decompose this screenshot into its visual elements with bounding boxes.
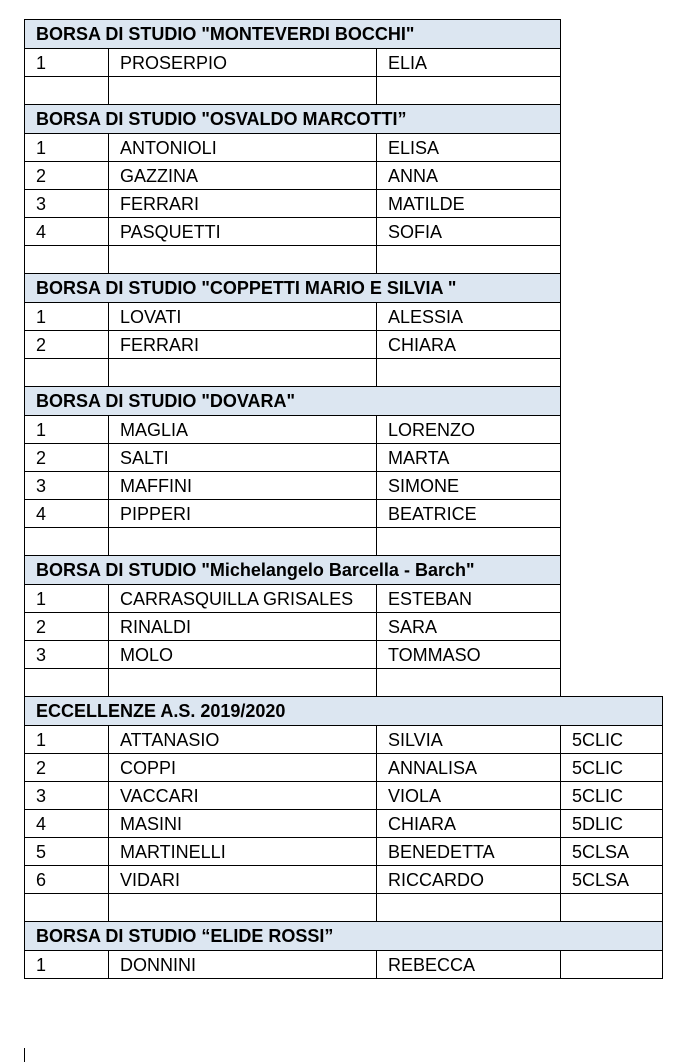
table-row: [25, 218, 663, 246]
firstname-cell[interactable]: BEATRICE: [377, 500, 561, 528]
firstname-cell[interactable]: SIMONE: [377, 472, 561, 500]
empty-cell[interactable]: [109, 528, 377, 556]
table-row: [25, 838, 663, 866]
rank-cell[interactable]: 1: [25, 303, 109, 331]
table-row: [25, 754, 663, 782]
rank-cell[interactable]: 4: [25, 500, 109, 528]
empty-cell: [561, 528, 663, 556]
surname-cell[interactable]: ANTONIOLI: [109, 134, 377, 162]
firstname-cell[interactable]: VIOLA: [377, 782, 561, 810]
empty-cell[interactable]: [25, 359, 109, 387]
firstname-cell[interactable]: SARA: [377, 613, 561, 641]
class-cell[interactable]: 5DLIC: [561, 810, 663, 838]
table-row: [25, 416, 663, 444]
empty-cell[interactable]: [561, 894, 663, 922]
rank-cell[interactable]: 1: [25, 951, 109, 979]
empty-cell: [561, 331, 663, 359]
empty-cell[interactable]: [377, 669, 561, 697]
surname-cell[interactable]: VIDARI: [109, 866, 377, 894]
empty-cell: [561, 387, 663, 416]
empty-cell[interactable]: [377, 246, 561, 274]
firstname-cell[interactable]: ALESSIA: [377, 303, 561, 331]
rank-cell[interactable]: 1: [25, 585, 109, 613]
firstname-cell[interactable]: CHIARA: [377, 331, 561, 359]
firstname-cell[interactable]: SOFIA: [377, 218, 561, 246]
surname-cell[interactable]: MARTINELLI: [109, 838, 377, 866]
empty-cell[interactable]: [109, 894, 377, 922]
empty-cell[interactable]: [25, 669, 109, 697]
surname-cell[interactable]: MASINI: [109, 810, 377, 838]
class-cell[interactable]: 5CLIC: [561, 754, 663, 782]
surname-cell[interactable]: DONNINI: [109, 951, 377, 979]
scholarship-table: [24, 19, 663, 979]
class-cell[interactable]: 5CLIC: [561, 782, 663, 810]
empty-cell: [561, 190, 663, 218]
empty-cell[interactable]: [25, 246, 109, 274]
empty-cell: [561, 218, 663, 246]
rank-cell[interactable]: 3: [25, 472, 109, 500]
empty-cell[interactable]: [109, 359, 377, 387]
empty-cell[interactable]: [377, 894, 561, 922]
section-header: [25, 274, 663, 303]
firstname-cell[interactable]: REBECCA: [377, 951, 561, 979]
section-title[interactable]: BORSA DI STUDIO "MONTEVERDI BOCCHI": [25, 20, 561, 49]
blank-row: [25, 894, 663, 922]
blank-row: [25, 528, 663, 556]
class-cell[interactable]: 5CLIC: [561, 726, 663, 754]
firstname-cell[interactable]: SILVIA: [377, 726, 561, 754]
section-title[interactable]: BORSA DI STUDIO "OSVALDO MARCOTTI”: [25, 105, 561, 134]
section-title[interactable]: BORSA DI STUDIO "DOVARA": [25, 387, 561, 416]
rank-cell[interactable]: 1: [25, 49, 109, 77]
rank-cell[interactable]: 1: [25, 134, 109, 162]
section-title[interactable]: BORSA DI STUDIO “ELIDE ROSSI”: [25, 922, 663, 951]
firstname-cell[interactable]: ELISA: [377, 134, 561, 162]
blank-row: [25, 77, 663, 105]
surname-cell[interactable]: CARRASQUILLA GRISALES: [109, 585, 377, 613]
surname-cell[interactable]: RINALDI: [109, 613, 377, 641]
firstname-cell[interactable]: RICCARDO: [377, 866, 561, 894]
rank-cell[interactable]: 6: [25, 866, 109, 894]
table-row: [25, 810, 663, 838]
empty-cell: [561, 585, 663, 613]
section-header: [25, 556, 663, 585]
section-title[interactable]: BORSA DI STUDIO "COPPETTI MARIO E SILVIA ": [25, 274, 561, 303]
rank-cell[interactable]: 5: [25, 838, 109, 866]
surname-cell[interactable]: FERRARI: [109, 190, 377, 218]
empty-cell: [561, 20, 663, 49]
blank-row: [25, 359, 663, 387]
section-header: [25, 697, 663, 726]
table-row: [25, 162, 663, 190]
table-row: [25, 303, 663, 331]
empty-cell: [561, 641, 663, 669]
rank-cell[interactable]: 4: [25, 218, 109, 246]
surname-cell[interactable]: ATTANASIO: [109, 726, 377, 754]
firstname-cell[interactable]: LORENZO: [377, 416, 561, 444]
rank-cell[interactable]: 2: [25, 613, 109, 641]
surname-cell[interactable]: SALTI: [109, 444, 377, 472]
empty-cell: [561, 500, 663, 528]
surname-cell[interactable]: VACCARI: [109, 782, 377, 810]
empty-cell[interactable]: [25, 77, 109, 105]
rank-cell[interactable]: 2: [25, 754, 109, 782]
firstname-cell[interactable]: TOMMASO: [377, 641, 561, 669]
rank-cell[interactable]: 2: [25, 162, 109, 190]
table-row: [25, 472, 663, 500]
table-row: [25, 641, 663, 669]
table-row: [25, 134, 663, 162]
empty-cell: [561, 556, 663, 585]
empty-cell[interactable]: [109, 669, 377, 697]
empty-cell: [561, 472, 663, 500]
empty-cell[interactable]: [377, 359, 561, 387]
empty-cell[interactable]: [109, 77, 377, 105]
table-row: [25, 500, 663, 528]
surname-cell[interactable]: PASQUETTI: [109, 218, 377, 246]
class-cell[interactable]: 5CLSA: [561, 838, 663, 866]
surname-cell[interactable]: FERRARI: [109, 331, 377, 359]
table-row: [25, 585, 663, 613]
empty-cell[interactable]: [109, 246, 377, 274]
surname-cell[interactable]: MOLO: [109, 641, 377, 669]
empty-cell: [561, 77, 663, 105]
empty-cell: [561, 134, 663, 162]
rank-cell[interactable]: 3: [25, 190, 109, 218]
empty-cell[interactable]: [377, 77, 561, 105]
rank-cell[interactable]: 4: [25, 810, 109, 838]
surname-cell[interactable]: PIPPERI: [109, 500, 377, 528]
table-row: [25, 866, 663, 894]
scholarship-sheet: [24, 19, 662, 979]
empty-cell[interactable]: [25, 528, 109, 556]
table-row: [25, 444, 663, 472]
empty-cell: [561, 246, 663, 274]
table-row: [25, 726, 663, 754]
surname-cell[interactable]: MAGLIA: [109, 416, 377, 444]
empty-cell: [561, 669, 663, 697]
blank-row: [25, 669, 663, 697]
class-cell[interactable]: [561, 951, 663, 979]
table-row: [25, 331, 663, 359]
surname-cell[interactable]: MAFFINI: [109, 472, 377, 500]
firstname-cell[interactable]: ANNALISA: [377, 754, 561, 782]
empty-cell[interactable]: [25, 894, 109, 922]
empty-cell[interactable]: [377, 528, 561, 556]
empty-cell: [561, 49, 663, 77]
empty-cell: [561, 359, 663, 387]
class-cell[interactable]: 5CLSA: [561, 866, 663, 894]
blank-row: [25, 246, 663, 274]
rank-cell[interactable]: 3: [25, 641, 109, 669]
section-header: [25, 387, 663, 416]
section-header: [25, 105, 663, 134]
rank-cell[interactable]: 1: [25, 726, 109, 754]
surname-cell[interactable]: PROSERPIO: [109, 49, 377, 77]
empty-cell: [561, 613, 663, 641]
firstname-cell[interactable]: ANNA: [377, 162, 561, 190]
rank-cell[interactable]: 3: [25, 782, 109, 810]
empty-cell: [561, 105, 663, 134]
table-row: [25, 613, 663, 641]
empty-cell: [561, 303, 663, 331]
firstname-cell[interactable]: ESTEBAN: [377, 585, 561, 613]
section-title[interactable]: ECCELLENZE A.S. 2019/2020: [25, 697, 663, 726]
empty-cell: [561, 416, 663, 444]
surname-cell[interactable]: COPPI: [109, 754, 377, 782]
empty-cell: [561, 444, 663, 472]
section-title[interactable]: BORSA DI STUDIO "Michelangelo Barcella - Barch": [25, 556, 561, 585]
section-header: [25, 20, 663, 49]
surname-cell[interactable]: GAZZINA: [109, 162, 377, 190]
firstname-cell[interactable]: ELIA: [377, 49, 561, 77]
firstname-cell[interactable]: MARTA: [377, 444, 561, 472]
rank-cell[interactable]: 2: [25, 444, 109, 472]
table-row: [25, 951, 663, 979]
rank-cell[interactable]: 1: [25, 416, 109, 444]
table-row: [25, 49, 663, 77]
empty-cell: [561, 162, 663, 190]
table-row: [25, 190, 663, 218]
surname-cell[interactable]: LOVATI: [109, 303, 377, 331]
firstname-cell[interactable]: CHIARA: [377, 810, 561, 838]
firstname-cell[interactable]: BENEDETTA: [377, 838, 561, 866]
text-cursor: [24, 1048, 25, 1062]
table-row: [25, 782, 663, 810]
firstname-cell[interactable]: MATILDE: [377, 190, 561, 218]
rank-cell[interactable]: 2: [25, 331, 109, 359]
section-header: [25, 922, 663, 951]
empty-cell: [561, 274, 663, 303]
